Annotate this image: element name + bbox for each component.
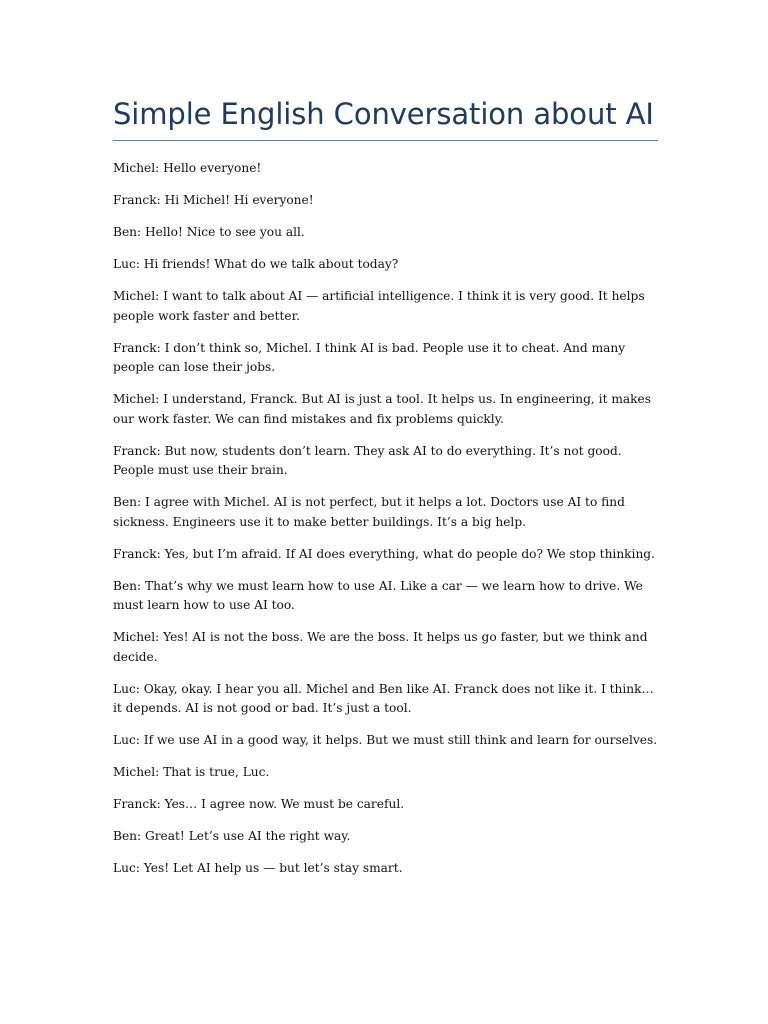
dialogue-line: Luc: Okay, okay. I hear you all. Michel and Ben like AI. Franck does not like it. I think… it depends. AI is not good or bad. It’s just a tool. [113, 681, 654, 715]
dialogue-line: Franck: I don’t think so, Michel. I think AI is bad. People use it to cheat. And many people can lose their jobs. [113, 340, 626, 374]
dialogue-line: Franck: Yes, but I’m afraid. If AI does everything, what do people do? We stop thinking. [113, 546, 655, 561]
dialogue-line: Luc: Hi friends! What do we talk about today? [113, 257, 399, 271]
dialogue-line: Ben: I agree with Michel. AI is not perfect, but it helps a lot. Doctors use AI to find sickness. Engineers use it to make better buildings. It’s a big help. [113, 495, 625, 529]
dialogue-line: Ben: Great! Let’s use AI the right way. [113, 829, 351, 843]
dialogue-line: Franck: Hi Michel! Hi everyone! [113, 193, 314, 207]
dialogue-line: Michel: That is true, Luc. [113, 765, 270, 779]
page-title: Simple English Conversation about AI [113, 97, 654, 131]
title-divider [113, 140, 658, 141]
dialogue-line: Michel: Yes! AI is not the boss. We are the boss. It helps us go faster, but we think and decide. [113, 630, 648, 664]
dialogue-line: Ben: Hello! Nice to see you all. [113, 225, 305, 239]
dialogue-line: Michel: Hello everyone! [113, 161, 262, 175]
dialogue-line: Luc: If we use AI in a good way, it helps. But we must still think and learn for ourselves. [113, 733, 658, 747]
dialogue-line: Luc: Yes! Let AI help us — but let’s stay smart. [113, 861, 403, 875]
document-body [113, 94, 658, 891]
dialogue-line: Ben: That’s why we must learn how to use AI. Like a car — we learn how to drive. We must learn how to use AI too. [113, 578, 643, 612]
dialogue-line: Michel: I want to talk about AI — artificial intelligence. I think it is very good. It helps people work faster and better. [113, 289, 645, 323]
dialogue-line: Michel: I understand, Franck. But AI is just a tool. It helps us. In engineering, it makes our work faster. We can find mistakes and fix problems quickly. [113, 392, 652, 426]
dialogue-line: Franck: But now, students don’t learn. They ask AI to do everything. It’s not good. People must use their brain. [113, 443, 622, 477]
dialogue-line: Franck: Yes… I agree now. We must be careful. [113, 797, 405, 811]
